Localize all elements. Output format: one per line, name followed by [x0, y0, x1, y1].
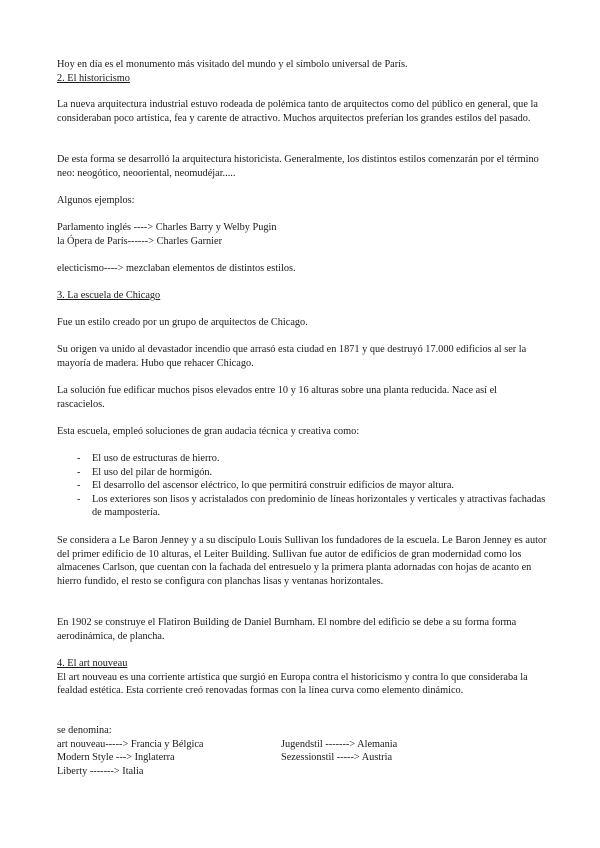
name-row: [57, 751, 547, 765]
s3-p1-text: Fue un estilo creado por un grupo de arquitectos de Chicago.: [57, 317, 308, 328]
s2-example-1: Parlamento inglés ----> Charles Barry y Welby Pugin: [57, 222, 277, 233]
s3-paragraph-6: [57, 616, 547, 643]
s3-p5-text: Se considera a Le Baron Jenney y a su discípulo Louis Sullivan los fundadores de la escuela. Le Baron Jenney es autor del primer edificio de 10 alturas, el Leiter Building. Sullivan fue autor de edificios de gran modernidad como los almacenes Carlson, que cuentan con la fachada del entresuelo y la primera planta adornadas con hojas de acanto en hierro fundido, el resto se configura con planchas lisas y ventanas horizontales.: [57, 535, 547, 587]
list-item: - El uso de estructuras de hierro.: [57, 452, 547, 466]
s2-p4-text: electicismo----> mezclaban elementos de distintos estilos.: [57, 263, 296, 274]
s2-examples: [57, 221, 547, 248]
s3-paragraph-4: [57, 425, 547, 439]
list-item: - El uso del pilar de hormigón.: [57, 466, 547, 480]
s2-p1-text: La nueva arquitectura industrial estuvo rodeada de polémica tanto de arquitectos como del público en general, que la consideraban poco artística, fea y carente de atractivo. Muchos arquitectos preferían los grandes estilos del pasado.: [57, 99, 538, 124]
s3-heading-block: [57, 289, 547, 303]
s2-example-2: la Ópera de París------> Charles Garnier: [57, 235, 223, 247]
s3-p3-text: La solución fue edificar muchos pisos elevados entre 10 y 16 alturas sobre una planta reducida. Nace así el rascacielos.: [57, 385, 498, 410]
name-right: Sezessionstil -----> Austria: [281, 752, 393, 763]
s4-names: [57, 724, 547, 778]
intro-section: [57, 58, 547, 85]
section-4-heading: 4. El art nouveau: [57, 658, 128, 669]
list-item: - El desarrollo del ascensor eléctrico, lo que permitirá construir edificios de mayor altura.: [57, 479, 547, 493]
section-3-heading: 3. La escuela de Chicago: [57, 290, 161, 301]
s3-p2-text: Su origen va unido al devastador incendio que arrasó esta ciudad en 1871 y que destruyó 17.000 edificios al ser la mayoría de madera. Hubo que rehacer Chicago.: [57, 344, 527, 369]
s2-paragraph-3: [57, 194, 547, 208]
s2-paragraph-4: [57, 262, 547, 276]
list-item: - Los exteriores son lisos y acristalados con predominio de líneas horizontales y verticales y atractivas fachadas de mampostería.: [57, 493, 547, 520]
name-left: Liberty -------> Italia: [57, 765, 144, 777]
intro-line: Hoy en día es el monumento más visitado del mundo y el símbolo universal de París.: [57, 59, 408, 70]
s2-paragraph-1: [57, 98, 547, 125]
s3-paragraph-1: [57, 316, 547, 330]
name-row: [57, 765, 547, 779]
s3-bullet-list: [57, 452, 547, 520]
s3-paragraph-5: [57, 534, 547, 588]
s2-p3-text: Algunos ejemplos:: [57, 195, 135, 206]
s4-denomina: se denomina:: [57, 725, 112, 736]
s3-p4-text: Esta escuela, empleó soluciones de gran audacia técnica y creativa como:: [57, 426, 360, 437]
s2-p2-text: De esta forma se desarrolló la arquitectura historicista. Generalmente, los distintos estilos comenzarán por el término neo: neogótico, neooriental, neomudéjar.....: [57, 154, 539, 179]
s3-paragraph-2: [57, 343, 547, 370]
name-left: art nouveau-----> Francia y Bélgica: [57, 738, 204, 750]
name-row: [57, 738, 547, 752]
s4-p1-text: El art nouveau es una corriente artística que surgió en Europa contra el historicismo y contra lo que consideraba la fealdad estética. Esta corriente creó renovadas formas con la línea curva como elemento dinámico.: [57, 671, 528, 696]
s3-bullet-list-block: [57, 452, 547, 520]
name-right: Jugendstil -------> Alemania: [281, 738, 398, 750]
section-2-heading: 2. El historicismo: [57, 72, 130, 84]
s4-section: [57, 657, 547, 698]
s3-p6-text: En 1902 se construye el Flatiron Building de Daniel Burnham. El nombre del edificio se debe a su forma forma aerodinámica, de plancha.: [57, 617, 517, 642]
s2-paragraph-2: [57, 153, 547, 180]
name-left: Modern Style ---> Inglaterra: [57, 752, 175, 763]
s3-paragraph-3: [57, 384, 547, 411]
